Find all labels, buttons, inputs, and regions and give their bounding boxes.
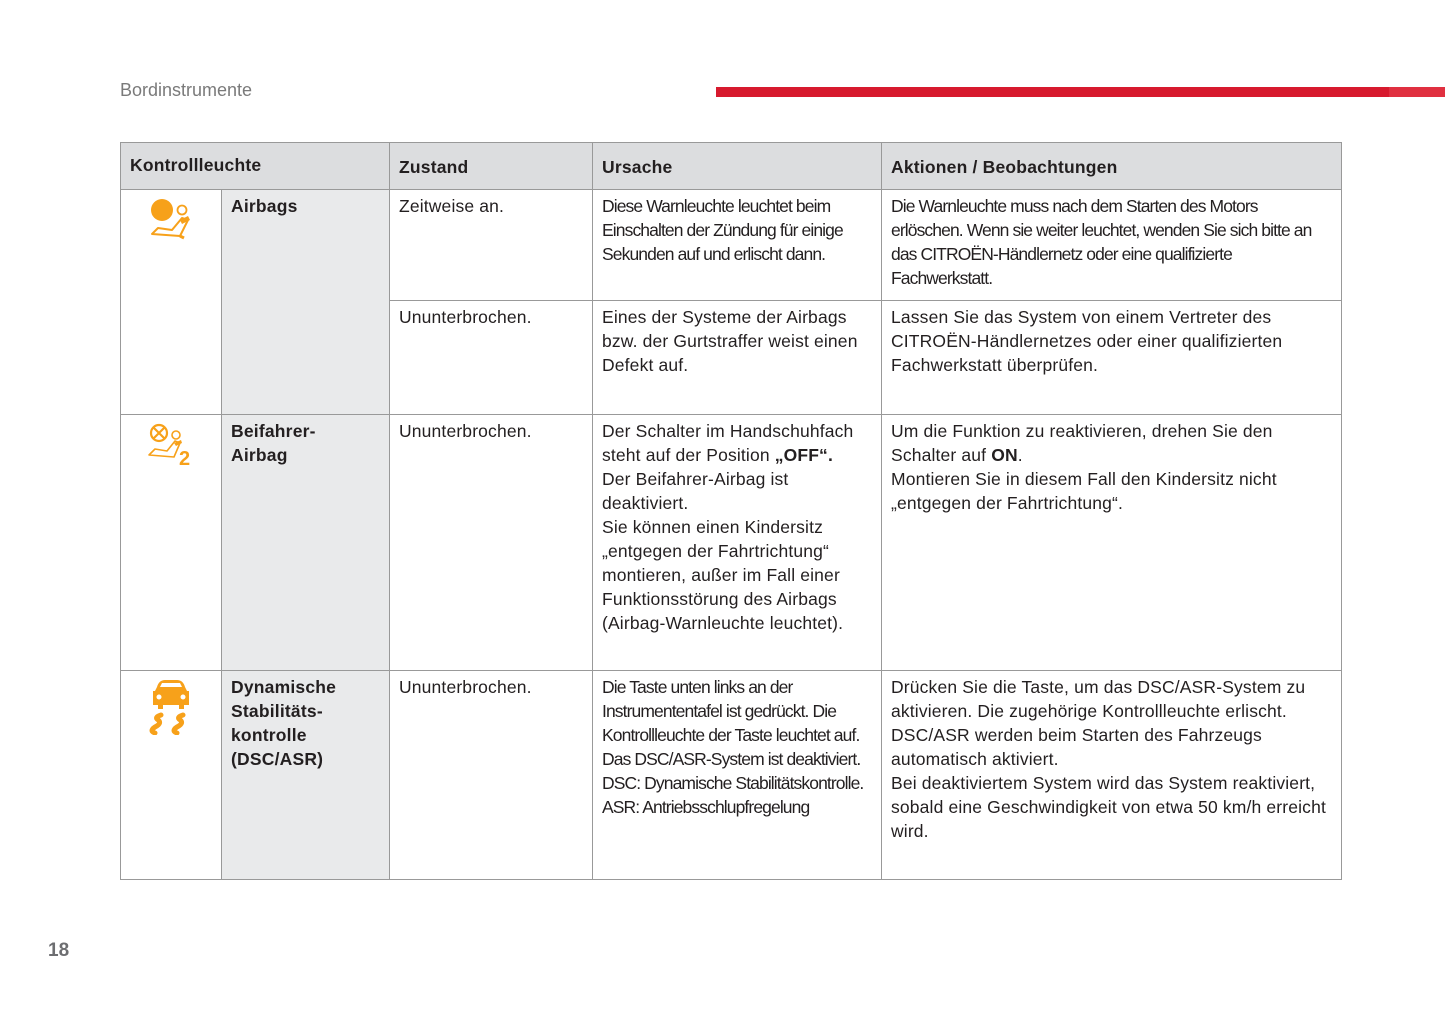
table-row <box>121 190 1342 301</box>
stability-control-skid-icon <box>121 677 221 735</box>
column-header-kontrollleuchte: Kontrollleuchte <box>121 143 390 190</box>
page-number: 18 <box>48 940 70 961</box>
warning-light-name: Airbags <box>222 190 390 415</box>
header-accent-bar <box>716 87 1445 97</box>
svg-text:2: 2 <box>179 448 191 467</box>
warning-lights-table <box>120 142 1342 880</box>
zustand-cell: Ununterbrochen. <box>390 671 593 880</box>
ursache-cell: Die Taste unten links an der Instrumententafel ist gedrückt. Die Kontrollleuchte der Taste leuchtet auf. Das DSC/ASR-System ist deaktiviert. DSC: Dynamische Stabilitätskontrolle. ASR: Antriebsschlupfregelung <box>593 671 882 880</box>
zustand-cell: Ununterbrochen. <box>390 415 593 671</box>
section-title: Bordinstrumente <box>120 80 253 100</box>
zustand-cell: Zeitweise an. <box>390 190 593 301</box>
warning-light-name: Dynamische Stabilitäts- kontrolle (DSC/ASR) <box>222 671 390 880</box>
column-header-ursache: Ursache <box>593 143 882 190</box>
aktionen-cell: Um die Funktion zu reaktivieren, drehen Sie den Schalter auf ON. Montieren Sie in diesem Fall den Kindersitz nicht „entgegen der Fahrtrichtung“. <box>882 415 1342 671</box>
icon-cell <box>121 671 222 880</box>
column-header-aktionen: Aktionen / Beobachtungen <box>882 143 1342 190</box>
airbag-warning-icon <box>121 196 221 240</box>
aktionen-cell: Die Warnleuchte muss nach dem Starten des Motors erlöschen. Wenn sie weiter leuchtet, wenden Sie sich bitte an das CITROËN-Händlernetz oder eine qualifizierte Fachwerkstatt. <box>882 190 1342 301</box>
warning-light-name: Beifahrer- Airbag <box>222 415 390 671</box>
ursache-cell: Der Schalter im Handschuhfach steht auf der Position „OFF“. Der Beifahrer-Airbag ist deaktiviert. Sie können einen Kindersitz „entgegen der Fahrtrichtung“ montieren, außer im Fall einer Funktionsstörung des Airbags (Airbag-Warnleuchte leuchtet). <box>593 415 882 671</box>
aktionen-cell: Drücken Sie die Taste, um das DSC/ASR-System zu aktivieren. Die zugehörige Kontrollleuchte erlischt. DSC/ASR werden beim Starten des Fahrzeugs automatisch aktiviert. Bei deaktiviertem System wird das System reaktiviert, sobald eine Geschwindigkeit von etwa 50 km/h erreicht wird. <box>882 671 1342 880</box>
table-row <box>121 671 1342 880</box>
table-row <box>121 415 1342 671</box>
ursache-cell: Diese Warnleuchte leuchtet beim Einschalten der Zündung für einige Sekunden auf und erlischt dann. <box>593 190 882 301</box>
passenger-airbag-off-icon <box>121 421 221 467</box>
table-header-row <box>121 143 1342 190</box>
icon-cell <box>121 190 222 415</box>
aktionen-cell: Lassen Sie das System von einem Vertreter des CITROËN-Händlernetzes oder einer qualifizierten Fachwerkstatt überprüfen. <box>882 301 1342 415</box>
icon-cell <box>121 415 222 671</box>
zustand-cell: Ununterbrochen. <box>390 301 593 415</box>
column-header-zustand: Zustand <box>390 143 593 190</box>
ursache-cell: Eines der Systeme der Airbags bzw. der Gurtstraffer weist einen Defekt auf. <box>593 301 882 415</box>
